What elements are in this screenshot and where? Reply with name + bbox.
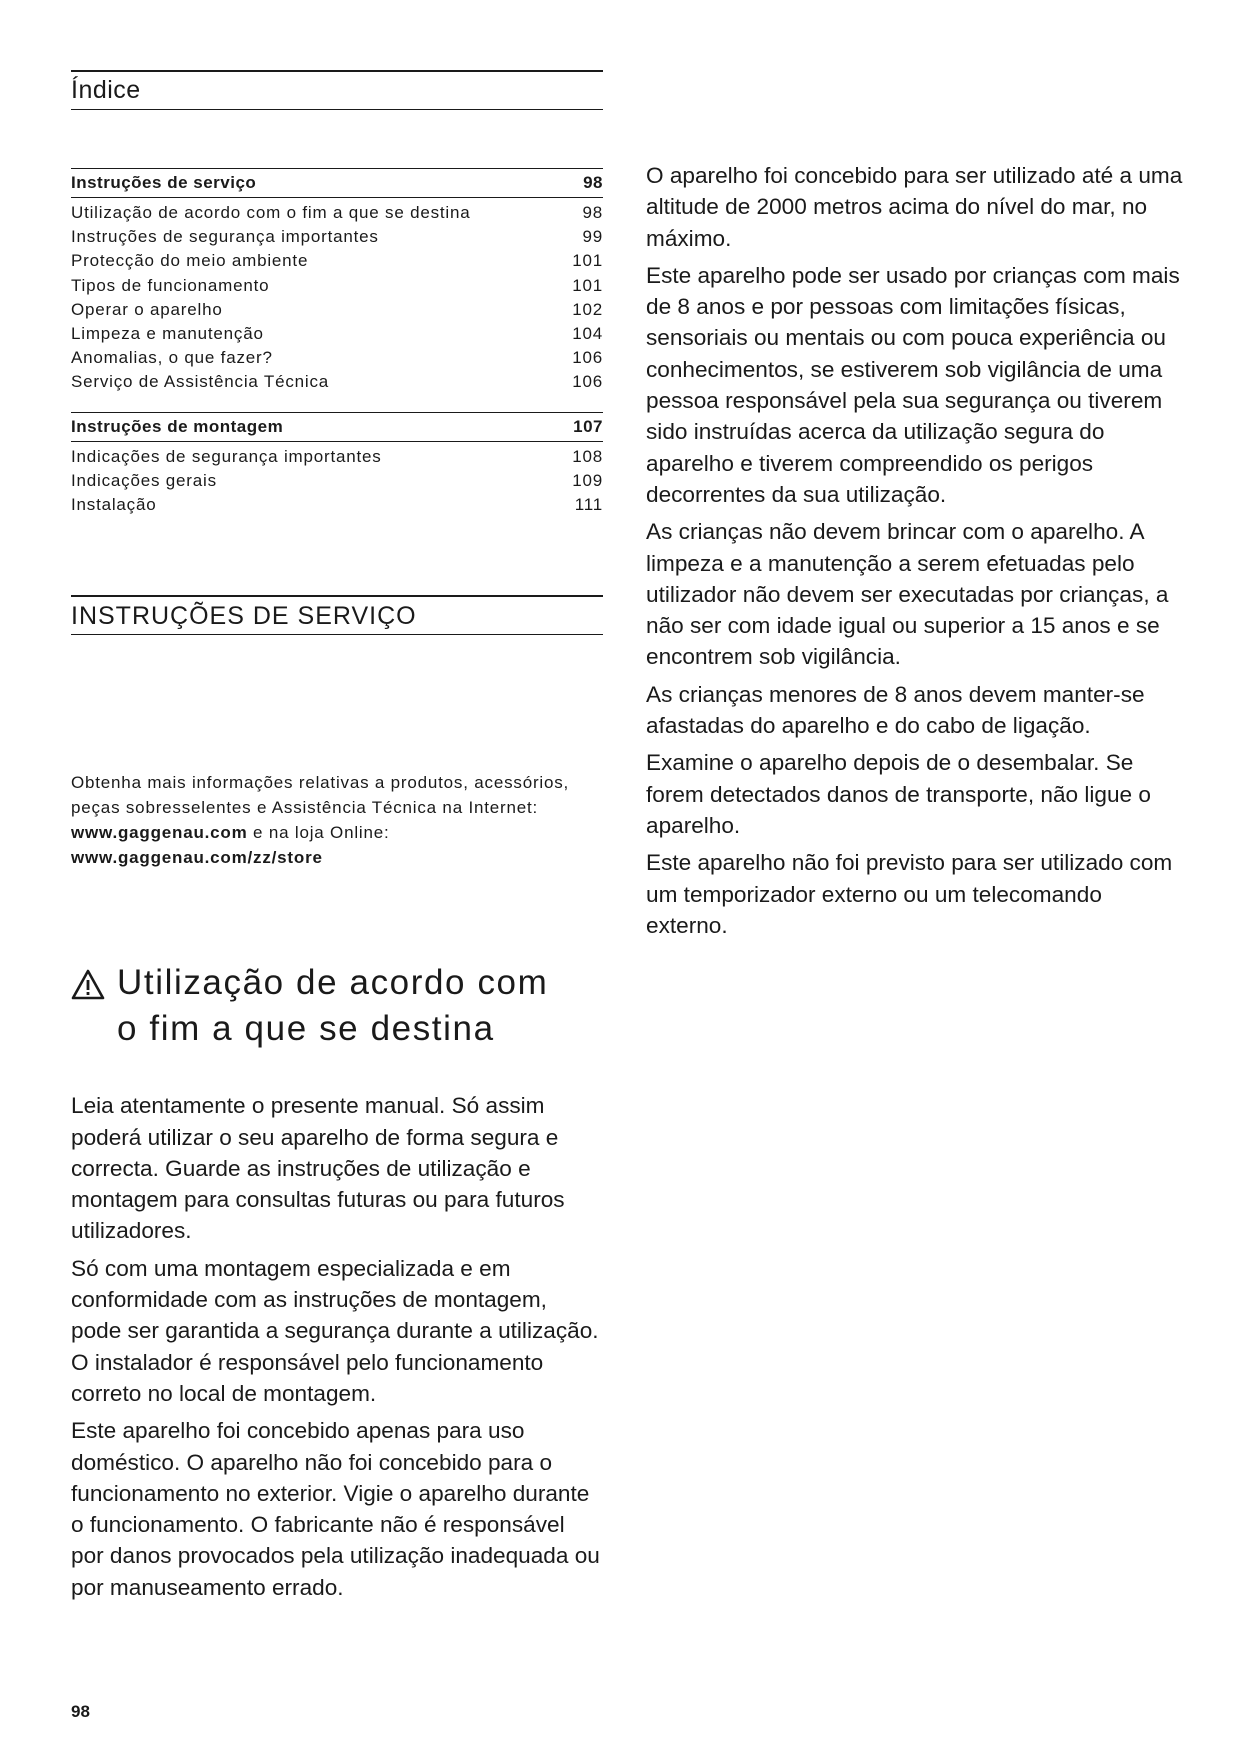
index-title: Índice	[71, 76, 141, 104]
website-link[interactable]: www.gaggenau.com	[71, 823, 248, 843]
warning-triangle-icon	[71, 960, 117, 1052]
toc-item-label: Indicações de segurança importantes	[71, 446, 382, 466]
paragraph: Este aparelho não foi previsto para ser utilizado com um temporizador externo ou um telecomando externo.	[646, 850, 1173, 938]
paragraph: As crianças não devem brincar com o aparelho. A limpeza e a manutenção a serem efetuadas pelo utilizador não devem ser executadas por crianças, a não ser com idade igual ou superior a 15 anos e se encontrem sob vigilância.	[646, 519, 1169, 670]
toc-group-heading[interactable]	[71, 412, 603, 442]
toc-item-page: 101	[572, 251, 603, 271]
info-text-2: e na loja Online:	[247, 823, 390, 843]
toc-item-label: Indicações gerais	[71, 470, 217, 490]
toc-items	[71, 198, 603, 395]
toc-item[interactable]	[71, 370, 603, 394]
toc-item-label: Anomalias, o que fazer?	[71, 348, 273, 368]
paragraph: Este aparelho pode ser usado por crianças com mais de 8 anos e por pessoas com limitações físicas, sensoriais ou mentais ou com pouca experiência ou conhecimentos, se estiverem sob vigilância de uma pessoa responsável pela sua segurança ou tiverem sido instruídas acerca da utilização segura do aparelho e tiverem compreendido os perigos decorrentes da sua utilização.	[646, 262, 1180, 507]
toc-item-label: Serviço de Assistência Técnica	[71, 372, 330, 392]
toc-item-label: Limpeza e manutenção	[71, 324, 264, 344]
service-section-title: INSTRUÇÕES DE SERVIÇO	[71, 602, 417, 631]
toc-item-label: Protecção do meio ambiente	[71, 251, 309, 271]
right-column	[646, 160, 1186, 947]
paragraph: Só com uma montagem especializada e em conformidade com as instruções de montagem, pode ser garantida a segurança durante a utilização. O instalador é responsável pelo funcionamento correto no local de montagem.	[71, 1255, 599, 1406]
left-column	[71, 70, 603, 1609]
toc-item[interactable]	[71, 322, 603, 346]
toc-item-page: 109	[572, 470, 603, 490]
toc-heading-label: Instruções de serviço	[71, 173, 257, 192]
toc-item-page: 106	[572, 372, 603, 392]
toc-item[interactable]	[71, 225, 603, 249]
toc-item[interactable]	[71, 249, 603, 273]
page-number: 98	[71, 1702, 90, 1721]
toc-item-page: 99	[582, 227, 603, 247]
store-link[interactable]: www.gaggenau.com/zz/store	[71, 848, 323, 868]
toc-item-page: 111	[574, 495, 603, 515]
index-header	[71, 70, 603, 110]
info-paragraph	[71, 770, 603, 870]
toc-item[interactable]	[71, 274, 603, 298]
toc-heading-page: 107	[573, 416, 603, 436]
toc-item[interactable]	[71, 493, 603, 517]
toc-item-page: 98	[582, 203, 603, 222]
usage-title-line-1: Utilização de acordo com	[117, 963, 549, 1003]
toc-item-page: 104	[572, 324, 603, 344]
toc-item-label: Tipos de funcionamento	[71, 275, 270, 295]
paragraph: As crianças menores de 8 anos devem manter-se afastadas do aparelho e do cabo de ligação.	[646, 681, 1145, 739]
toc-group-assembly	[71, 412, 603, 518]
toc-item-label: Utilização de acordo com o fim a que se destina	[71, 203, 471, 222]
info-text-1: Obtenha mais informações relativas a produtos, acessórios, peças sobresselentes e Assistência Técnica na Internet:	[71, 773, 570, 818]
toc-item-page: 101	[572, 275, 603, 295]
toc-item[interactable]	[71, 298, 603, 322]
paragraph: O aparelho foi concebido para ser utilizado até a uma altitude de 2000 metros acima do nível do mar, no máximo.	[646, 163, 1183, 251]
usage-heading	[71, 960, 603, 1052]
toc-item-label: Instalação	[71, 495, 157, 515]
toc-heading-label: Instruções de montagem	[71, 416, 284, 436]
service-section-header	[71, 595, 603, 635]
toc-item[interactable]	[71, 469, 603, 493]
paragraph: Este aparelho foi concebido apenas para uso doméstico. O aparelho não foi concebido para o funcionamento no exterior. Vigie o aparelho durante o funcionamento. O fabricante não é responsável por danos provocados pela utilização inadequada ou por manuseamento errado.	[71, 1418, 600, 1600]
toc-item[interactable]	[71, 346, 603, 370]
toc-item-label: Instruções de segurança importantes	[71, 227, 379, 247]
usage-title-text	[117, 960, 548, 1052]
paragraph: Leia atentamente o presente manual. Só assim poderá utilizar o seu aparelho de forma segura e correcta. Guarde as instruções de utilização e montagem para consultas futuras ou para futuros utilizadores.	[71, 1093, 565, 1244]
toc-group-heading[interactable]	[71, 168, 603, 198]
paragraph: Examine o aparelho depois de o desembalar. Se forem detectados danos de transporte, não ligue o aparelho.	[646, 750, 1151, 838]
toc-item-page: 108	[572, 446, 603, 466]
usage-title-line-2: o fim a que se destina	[117, 1009, 495, 1049]
toc-heading-page: 98	[583, 173, 603, 192]
toc-item[interactable]	[71, 201, 603, 225]
toc-item[interactable]	[71, 445, 603, 469]
usage-left-body	[71, 1090, 603, 1603]
toc-item-label: Operar o aparelho	[71, 299, 223, 319]
toc-items	[71, 442, 603, 518]
toc-group-service	[71, 168, 603, 395]
toc-item-page: 106	[572, 348, 603, 368]
toc-item-page: 102	[572, 299, 603, 319]
